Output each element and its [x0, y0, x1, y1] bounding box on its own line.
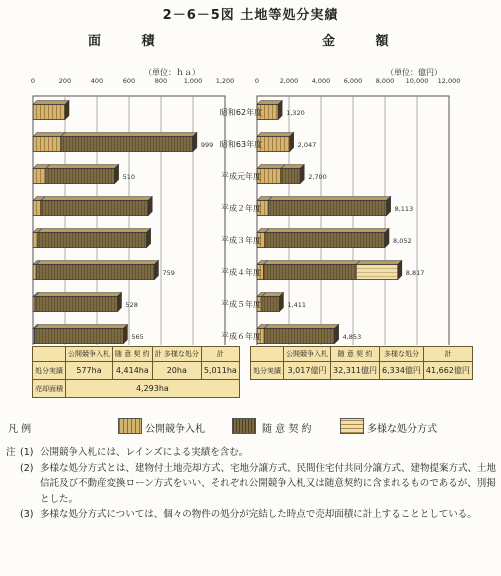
area-value-label: 565: [131, 333, 144, 341]
area-bar-negotiated: [38, 233, 147, 248]
amount-bar-negotiated: [262, 297, 280, 312]
amount-tick-label: 6,000: [343, 77, 363, 85]
note-number: (3): [20, 509, 34, 520]
amount-value-label: 8,113: [394, 205, 414, 213]
legend-swatch-diverse: [340, 418, 364, 434]
amount-bar-negotiated: [281, 169, 300, 184]
amount-bar-top-public: [257, 133, 294, 137]
notes-section: [6, 445, 496, 523]
area-bar-top-negotiated: [35, 293, 122, 297]
amount-value-label: 4,853: [342, 333, 362, 341]
legend-label-negotiated: 随 意 契 約: [262, 424, 312, 435]
amount-table-header-diverse: 多様な処分: [380, 347, 424, 362]
amount-value-label: 1,411: [287, 301, 307, 309]
area-tick-label: 600: [122, 77, 136, 85]
amount-negotiated-value: 32,311億円: [331, 362, 380, 380]
amount-bar-negotiated: [263, 265, 356, 280]
amount-bar-top-negotiated: [265, 229, 389, 233]
area-panel-title: 面 積: [88, 34, 173, 49]
area-bar-public: [33, 169, 46, 184]
legend-label-diverse: 多様な処分方式: [367, 424, 437, 435]
category-label: 平成２年度: [221, 204, 261, 213]
amount-value-label: 2,700: [308, 173, 327, 181]
amount-tick-label: 10,000: [405, 77, 429, 85]
area-bar-top-public: [33, 101, 69, 105]
amount-panel-title: 金 額: [322, 34, 407, 49]
area-diverse-value: 20ha: [152, 362, 201, 380]
area-bar-negotiated: [41, 201, 148, 216]
area-bar-public: [33, 201, 41, 216]
amount-value-label: 8,817: [405, 269, 425, 277]
note-text: 多様な処分方式とは、建物付土地売却方式、宅地分譲方式、民間住宅付共同分譲方式、建物提案方式、土地信託及び不動産変換ローン方式をいい、それぞれ公開競争入札又は随意契約に含まれるものであるが、別掲とした。: [40, 462, 497, 505]
category-label: 平成５年度: [221, 300, 261, 309]
note-item: [6, 507, 496, 523]
area-bar-negotiated: [61, 137, 193, 152]
amount-tick-label: 12,000: [437, 77, 461, 85]
category-label: 平成元年度: [221, 172, 261, 181]
amount-tick-label: 8,000: [375, 77, 395, 85]
area-total-value: 5,011ha: [201, 362, 239, 380]
amount-bar-top-negotiated: [268, 197, 390, 201]
notes-marker: 注: [6, 447, 16, 458]
area-bar-public: [33, 105, 65, 120]
amount-value-label: 2,047: [297, 141, 317, 149]
note-number: (2): [20, 462, 34, 474]
chart-title: 2－6－5図 土地等処分実績: [162, 8, 339, 23]
amount-bar-top-negotiated: [263, 261, 360, 265]
area-table-header-negotiated: 随 意 契 約: [113, 347, 153, 362]
area-negotiated-value: 4,414ha: [113, 362, 153, 380]
amount-bar-diverse: [356, 265, 398, 280]
area-value-label: 999: [200, 141, 214, 149]
legend-label-public: 公開競争入札: [145, 424, 205, 435]
area-table-header-diverse: 計 多様な処分: [152, 347, 201, 362]
category-label: 平成４年度: [221, 268, 261, 277]
amount-total-value: 41,662億円: [423, 362, 472, 380]
amount-tick-label: 4,000: [311, 77, 331, 85]
amount-bar-negotiated: [264, 329, 334, 344]
sold-area-value: 4,293ha: [66, 380, 240, 398]
area-bar-public: [33, 265, 36, 280]
area-bar-top-negotiated: [61, 133, 197, 137]
amount-bar-negotiated: [265, 233, 385, 248]
area-bar-negotiated: [35, 329, 124, 344]
note-number: (1): [20, 447, 34, 458]
area-value-label: 528: [125, 301, 138, 309]
category-label: 平成６年度: [221, 332, 261, 341]
area-tick-label: 800: [154, 77, 168, 85]
amount-summary-table: [250, 346, 473, 380]
area-table-header-total: 計: [201, 347, 239, 362]
area-row-label: 処分実績: [33, 362, 66, 380]
note-item: [6, 461, 496, 508]
amount-table-corner: [251, 347, 284, 362]
area-tick-label: 1,200: [215, 77, 235, 85]
area-bar-public: [33, 233, 38, 248]
area-tick-label: 400: [90, 77, 104, 85]
area-tick-label: 200: [58, 77, 72, 85]
amount-bar-top-negotiated: [264, 325, 338, 329]
amount-diverse-value: 6,334億円: [380, 362, 424, 380]
note-item: [6, 445, 496, 461]
amount-value-label: 1,320: [286, 109, 305, 117]
amount-value-label: 8,052: [393, 237, 412, 245]
sold-area-label: 売却面積: [33, 380, 66, 398]
legend-title: 凡 例: [8, 424, 32, 435]
amount-bar-negotiated: [268, 201, 386, 216]
area-bar-negotiated: [35, 297, 118, 312]
amount-tick-label: 2,000: [279, 77, 299, 85]
amount-bar-top-diverse: [356, 261, 402, 265]
amount-bar-top-public: [257, 165, 285, 169]
area-bar-negotiated: [46, 169, 115, 184]
amount-table-header-negotiated: 随 意 契 約: [331, 347, 380, 362]
area-bar-top-negotiated: [35, 325, 128, 329]
area-tick-label: 0: [30, 77, 36, 85]
area-value-label: 759: [162, 269, 175, 277]
area-bar-negotiated: [36, 265, 154, 280]
area-table-header-public: 公開競争入札: [66, 347, 113, 362]
note-text: 多様な処分方式については、個々の物件の処分が完結した時点で売却面積に計上することとしている。: [40, 509, 477, 520]
area-table-corner: [33, 347, 66, 362]
area-bar-top-negotiated: [46, 165, 119, 169]
area-summary-table: [32, 346, 240, 398]
category-label: 昭和63年度: [219, 140, 263, 149]
category-label: 昭和62年度: [219, 108, 263, 117]
legend-swatch-negotiated: [232, 418, 256, 434]
area-bar-top-public: [33, 133, 65, 137]
area-bar-top-negotiated: [36, 261, 158, 265]
note-text: 公開競争入札には、レインズによる実績を含む。: [40, 447, 249, 458]
legend-swatch-public: [118, 418, 142, 434]
amount-unit-label: （単位：億円）: [386, 68, 442, 77]
amount-table-header-public: 公開競争入札: [284, 347, 331, 362]
amount-public-value: 3,017億円: [284, 362, 331, 380]
area-value-label: 510: [122, 173, 136, 181]
amount-row-label: 処分実績: [251, 362, 284, 380]
amount-tick-label: 0: [254, 77, 260, 85]
area-bar-top-negotiated: [41, 197, 152, 201]
area-bar-public: [33, 137, 61, 152]
category-label: 平成３年度: [221, 236, 261, 245]
area-unit-label: （単位：ｈａ）: [144, 68, 200, 77]
area-public-value: 577ha: [66, 362, 113, 380]
area-bar-top-negotiated: [38, 229, 151, 233]
area-tick-label: 1,000: [183, 77, 203, 85]
amount-table-header-total: 計: [423, 347, 472, 362]
